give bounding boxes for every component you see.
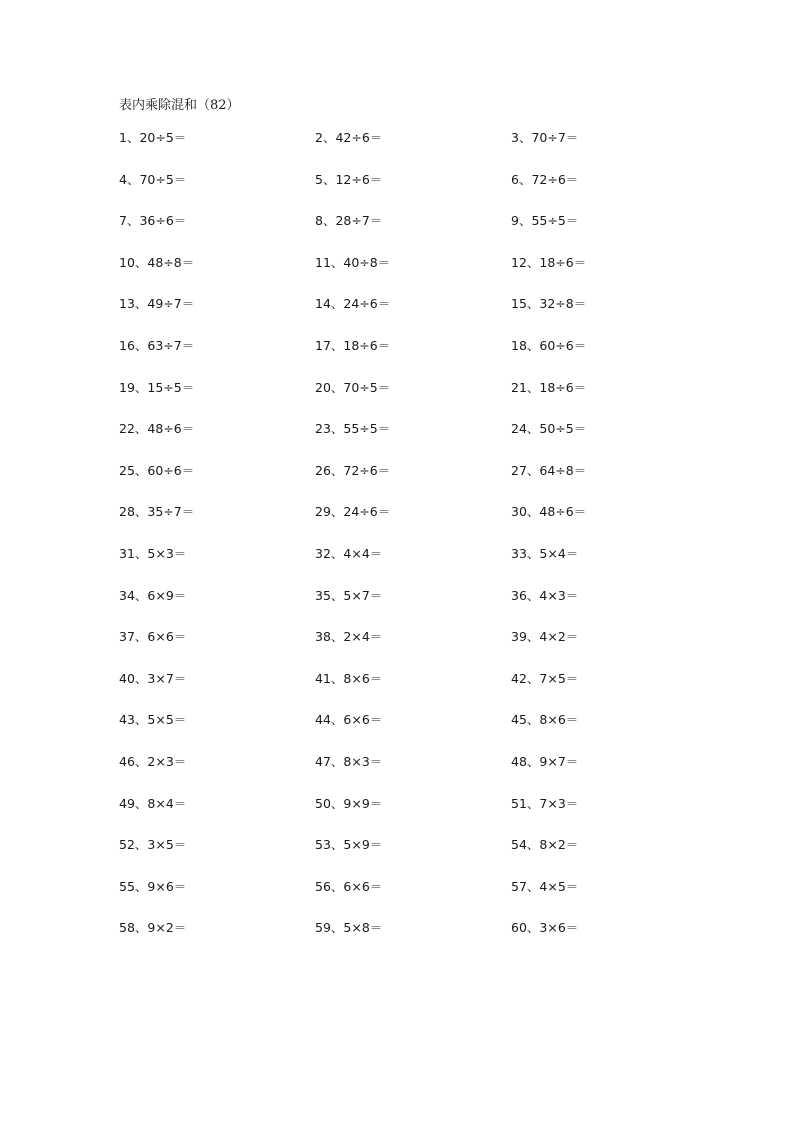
problem-item: 23、55÷5＝ xyxy=(315,421,391,437)
problem-item: 6、72÷6＝ xyxy=(511,171,579,187)
problem-item: 60、3×6＝ xyxy=(511,920,579,936)
problem-item: 48、9×7＝ xyxy=(511,753,579,769)
problem-item: 17、18÷6＝ xyxy=(315,337,391,353)
problem-item: 42、7×5＝ xyxy=(511,670,579,686)
problem-item: 12、18÷6＝ xyxy=(511,254,587,270)
problem-item: 43、5×5＝ xyxy=(119,712,187,728)
problem-item: 21、18÷6＝ xyxy=(511,379,587,395)
problem-item: 8、28÷7＝ xyxy=(315,213,383,229)
problem-item: 50、9×9＝ xyxy=(315,795,383,811)
problem-item: 37、6×6＝ xyxy=(119,629,187,645)
problem-item: 22、48÷6＝ xyxy=(119,421,195,437)
problem-item: 14、24÷6＝ xyxy=(315,296,391,312)
page-title: 表内乘除混和（82） xyxy=(119,98,240,113)
problem-item: 54、8×2＝ xyxy=(511,837,579,853)
problem-item: 4、70÷5＝ xyxy=(119,171,187,187)
problem-item: 34、6×9＝ xyxy=(119,587,187,603)
problem-item: 3、70÷7＝ xyxy=(511,130,579,145)
problem-item: 58、9×2＝ xyxy=(119,920,187,936)
problem-item: 1、20÷5＝ xyxy=(119,130,187,145)
problem-item: 29、24÷6＝ xyxy=(315,504,391,520)
problem-item: 51、7×3＝ xyxy=(511,795,579,811)
problem-item: 27、64÷8＝ xyxy=(511,462,587,478)
problem-item: 24、50÷5＝ xyxy=(511,421,587,437)
problem-item: 16、63÷7＝ xyxy=(119,337,195,353)
problem-item: 19、15÷5＝ xyxy=(119,379,195,395)
problem-item: 45、8×6＝ xyxy=(511,712,579,728)
problem-item: 9、55÷5＝ xyxy=(511,213,579,229)
problem-item: 41、8×6＝ xyxy=(315,670,383,686)
problem-item: 57、4×5＝ xyxy=(511,878,579,894)
problem-item: 32、4×4＝ xyxy=(315,545,383,561)
problem-item: 59、5×8＝ xyxy=(315,920,383,936)
problem-item: 38、2×4＝ xyxy=(315,629,383,645)
problem-item: 39、4×2＝ xyxy=(511,629,579,645)
problem-item: 56、6×6＝ xyxy=(315,878,383,894)
problem-item: 31、5×3＝ xyxy=(119,545,187,561)
problem-item: 53、5×9＝ xyxy=(315,837,383,853)
problem-item: 40、3×7＝ xyxy=(119,670,187,686)
problem-item: 35、5×7＝ xyxy=(315,587,383,603)
problem-grid xyxy=(119,129,719,961)
problem-item: 5、12÷6＝ xyxy=(315,171,383,187)
problem-item: 26、72÷6＝ xyxy=(315,462,391,478)
problem-item: 20、70÷5＝ xyxy=(315,379,391,395)
problem-item: 33、5×4＝ xyxy=(511,545,579,561)
problem-item: 46、2×3＝ xyxy=(119,753,187,769)
problem-item: 2、42÷6＝ xyxy=(315,130,383,145)
problem-item: 49、8×4＝ xyxy=(119,795,187,811)
problem-item: 44、6×6＝ xyxy=(315,712,383,728)
problem-item: 11、40÷8＝ xyxy=(315,254,391,270)
problem-item: 10、48÷8＝ xyxy=(119,254,195,270)
problem-item: 36、4×3＝ xyxy=(511,587,579,603)
problem-item: 28、35÷7＝ xyxy=(119,504,195,520)
problem-item: 15、32÷8＝ xyxy=(511,296,587,312)
problem-item: 52、3×5＝ xyxy=(119,837,187,853)
problem-item: 30、48÷6＝ xyxy=(511,504,587,520)
problem-item: 7、36÷6＝ xyxy=(119,213,187,229)
problem-item: 55、9×6＝ xyxy=(119,878,187,894)
problem-item: 25、60÷6＝ xyxy=(119,462,195,478)
problem-item: 13、49÷7＝ xyxy=(119,296,195,312)
problem-item: 18、60÷6＝ xyxy=(511,337,587,353)
problem-item: 47、8×3＝ xyxy=(315,753,383,769)
